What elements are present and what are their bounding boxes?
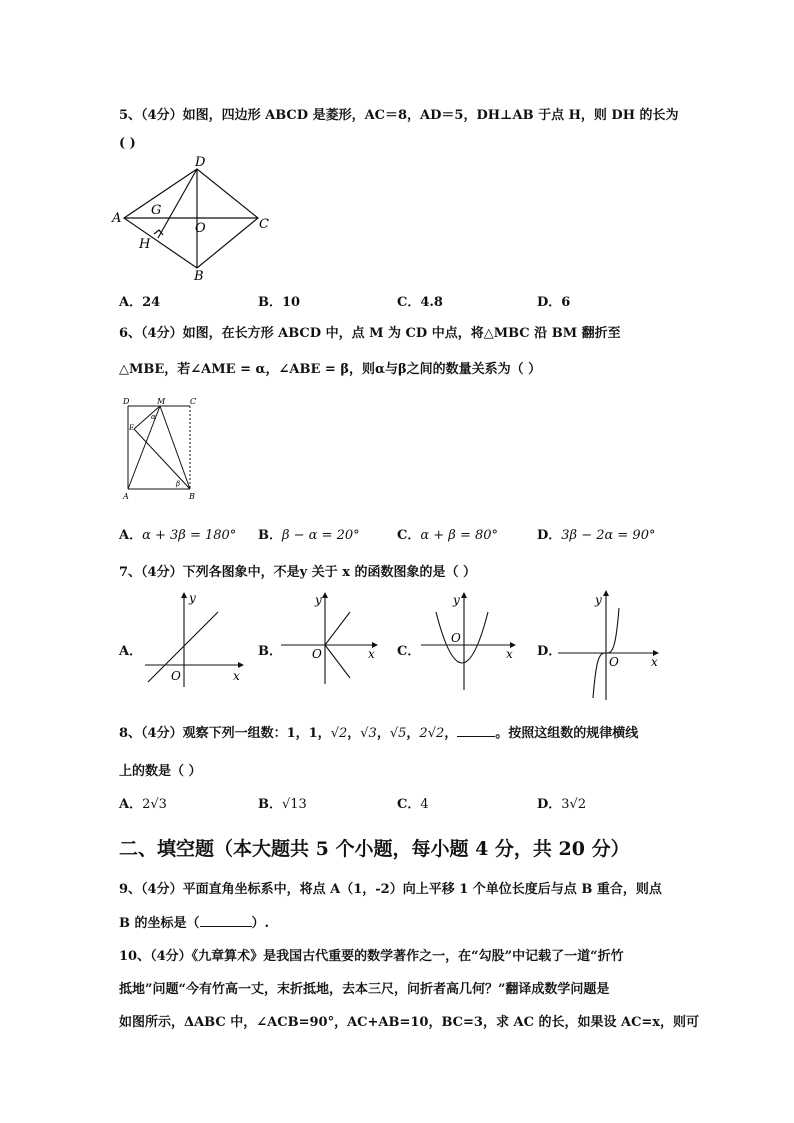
- q5-label-d: D: [195, 155, 206, 170]
- q9-answer-blank[interactable]: [200, 926, 252, 927]
- q7-option-a-letter[interactable]: A．: [119, 644, 143, 659]
- q7d-origin-label: O: [609, 655, 619, 669]
- q8-option-d[interactable]: D．3√2: [537, 797, 587, 812]
- q5-label-b: B: [194, 269, 204, 284]
- q10-stem-line3: 如图所示，ΔABC 中，∠ACB=90°，AC+AB=10，BC=3，求 AC 的长，如果设 AC=x，则可: [119, 1015, 700, 1030]
- q10-stem-line2: 抵地”问题“今有竹高一丈，末折抵地，去本三尺，问折者高几何？”翻译成数学问题是: [119, 982, 610, 997]
- q6-option-a[interactable]: A．α + 3β = 180°: [119, 528, 237, 543]
- q6-option-c[interactable]: C．α + β = 80°: [397, 528, 499, 543]
- q7-graph-b[interactable]: [278, 592, 383, 690]
- q7a-y-arrow: [181, 592, 187, 598]
- q5-option-c[interactable]: C．4.8: [397, 295, 443, 310]
- q7b-x-label: x: [368, 647, 375, 661]
- q7a-y-label: y: [189, 592, 196, 605]
- q5-label-g: G: [151, 203, 162, 218]
- q7a-x-arrow: [238, 662, 244, 668]
- q5-label-h: H: [139, 237, 151, 252]
- q5-segment-dh: [158, 169, 197, 238]
- q6-rectangle-figure: [118, 393, 208, 505]
- q9-stem-line2: B 的坐标是（ ）.: [119, 916, 270, 931]
- q6-option-d[interactable]: D．3β − 2α = 90°: [537, 528, 656, 543]
- q7-graph-c[interactable]: [418, 592, 523, 692]
- q10-stem-line1: 10、（4分）《九章算术》是我国古代重要的数学著作之一，在“勾股”中记载了一道“折竹: [119, 949, 624, 964]
- q7-graph-d[interactable]: [555, 590, 663, 702]
- q7d-y-label: y: [595, 593, 602, 607]
- q5-stem-line2: ( ): [119, 136, 136, 151]
- q7a-x-label: x: [233, 669, 240, 683]
- q7d-y-arrow: [603, 590, 609, 596]
- q6-fold-mb: [160, 406, 190, 489]
- q6-label-beta: β: [176, 480, 181, 488]
- q6-label-alpha: α: [151, 413, 156, 421]
- q7b-y-label: y: [315, 593, 322, 607]
- q7b-y-arrow: [322, 592, 328, 598]
- q5-label-c: C: [259, 217, 269, 232]
- q7-option-b-letter[interactable]: B．: [258, 644, 282, 659]
- q6-label-e: E: [129, 424, 135, 432]
- q7d-x-label: x: [651, 655, 658, 669]
- section-2-title: 二、填空题（本大题共 5 个小题，每小题 4 分，共 20 分）: [119, 838, 630, 860]
- q6-segment-eb: [134, 429, 190, 489]
- q7a-line-graph: [148, 612, 218, 682]
- q6-label-b: B: [189, 492, 195, 501]
- q7a-origin-label: O: [171, 669, 181, 683]
- q7c-y-arrow: [461, 592, 467, 598]
- q5-option-d[interactable]: D．6: [537, 295, 571, 310]
- q8-term-1: √2: [330, 726, 348, 741]
- q7-option-c-letter[interactable]: C．: [397, 644, 421, 659]
- q7-graph-a[interactable]: [140, 592, 250, 690]
- q8-stem-line2: 上的数是（ ）: [119, 764, 202, 779]
- q8-option-c[interactable]: C．4: [397, 797, 429, 812]
- q6-label-c: C: [190, 397, 197, 406]
- q6-option-b[interactable]: B．β − α = 20°: [258, 528, 360, 543]
- q8-option-b[interactable]: B．√13: [258, 797, 307, 812]
- q7c-origin-label: O: [451, 631, 461, 645]
- q5-label-a: A: [112, 211, 122, 226]
- q7c-parabola-graph: [436, 612, 488, 663]
- q5-label-o: O: [195, 221, 206, 236]
- q7c-x-label: x: [506, 647, 513, 661]
- q6-stem-line2: △MBE，若∠AME = α，∠ABE = β，则α与β之间的数量关系为（ ）: [119, 362, 542, 377]
- q6-label-d: D: [123, 397, 130, 406]
- q7c-y-label: y: [453, 593, 460, 607]
- q8-option-a[interactable]: A．2√3: [119, 797, 167, 812]
- q8-answer-blank[interactable]: [457, 736, 495, 737]
- q7-option-d-letter[interactable]: D．: [537, 644, 562, 659]
- q7b-origin-label: O: [312, 647, 322, 661]
- q5-stem-line1: 5、（4分）如图，四边形 ABCD 是菱形，AC＝8，AD＝5，DH⊥AB 于点 H，则 DH 的长为: [119, 108, 679, 123]
- q6-label-a: A: [123, 492, 129, 501]
- q6-label-m: M: [157, 397, 166, 406]
- q7-stem: 7、（4分）下列各图象中，不是y 关于 x 的函数图象的是（ ）: [119, 565, 476, 580]
- q9-stem-line1: 9、（4分）平面直角坐标系中，将点 A（1，-2）向上平移 1 个单位长度后与点 B 重合，则点: [119, 882, 662, 897]
- q8-term-2: √3: [360, 726, 377, 741]
- q5-option-a[interactable]: A．24: [119, 295, 161, 310]
- q5-option-b[interactable]: B．10: [258, 295, 301, 310]
- q8-term-4: 2√2: [419, 726, 445, 741]
- q8-term-3: √5: [389, 726, 407, 741]
- q6-stem-line1: 6、（4分）如图，在长方形 ABCD 中，点 M 为 CD 中点，将△MBC 沿 BM 翻折至: [119, 326, 621, 341]
- q5-rhombus-figure: [110, 152, 290, 287]
- q8-stem-line1: 8、（4分）观察下列一组数：1，1，√2，√3，√5，2√2， 。按照这组数的规律横线: [119, 726, 639, 741]
